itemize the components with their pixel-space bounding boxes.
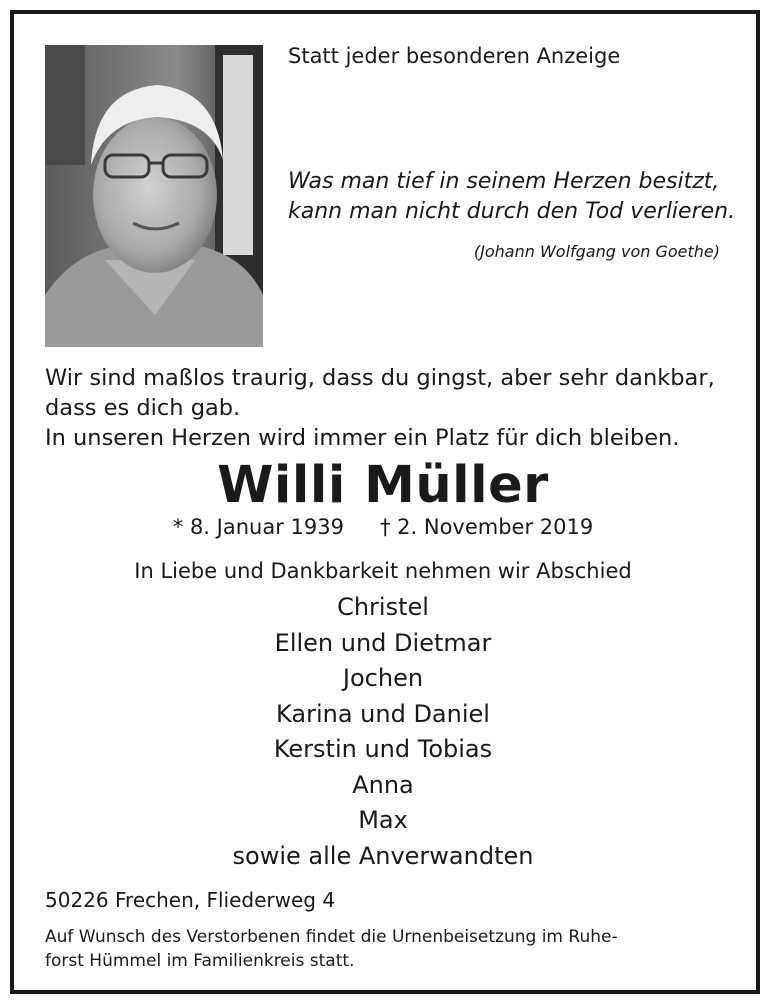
mourner-name: Christel <box>337 593 429 621</box>
intro-line: dass es dich gab. <box>45 395 241 421</box>
notice-line: Auf Wunsch des Verstorbenen findet die Urnenbeisetzung im Ruhe- <box>45 927 618 947</box>
portrait-photo <box>45 45 263 347</box>
intro-line: In unseren Herzen wird immer ein Platz für dich bleiben. <box>45 425 680 451</box>
mourner-name: Ellen und Dietmar <box>274 628 492 657</box>
mourner-name: Jochen <box>342 664 424 692</box>
header-note: Statt jeder besonderen Anzeige <box>288 44 621 68</box>
quote-line: kann man nicht durch den Tod verlieren. <box>288 199 736 224</box>
intro-line: Wir sind maßlos traurig, dass du gingst, aber sehr dankbar, <box>45 365 715 391</box>
quote-author: (Johann Wolfgang von Goethe) <box>473 242 720 261</box>
quote-line: Was man tief in seinem Herzen besitzt, <box>288 169 720 194</box>
mourner-name: sowie alle Anverwandten <box>232 841 534 870</box>
goethe-quote <box>288 167 735 227</box>
death-date: † 2. November 2019 <box>379 515 594 539</box>
address: 50226 Frechen, Fliederweg 4 <box>45 888 336 912</box>
birth-date: * 8. Januar 1939 <box>172 515 344 539</box>
deceased-name: Willi Müller <box>217 456 549 515</box>
notice-line: forst Hümmel im Familienkreis statt. <box>45 951 355 971</box>
mourners-list <box>0 590 766 874</box>
mourner-name: Max <box>358 806 408 834</box>
farewell-text: In Liebe und Dankbarkeit nehmen wir Abschied <box>134 559 632 583</box>
intro-text <box>45 363 725 453</box>
burial-notice <box>45 925 705 973</box>
mourner-name: Kerstin und Tobias <box>273 735 493 763</box>
mourner-name: Anna <box>352 770 414 799</box>
life-dates <box>0 515 766 539</box>
mourner-name: Karina und Daniel <box>276 699 490 728</box>
